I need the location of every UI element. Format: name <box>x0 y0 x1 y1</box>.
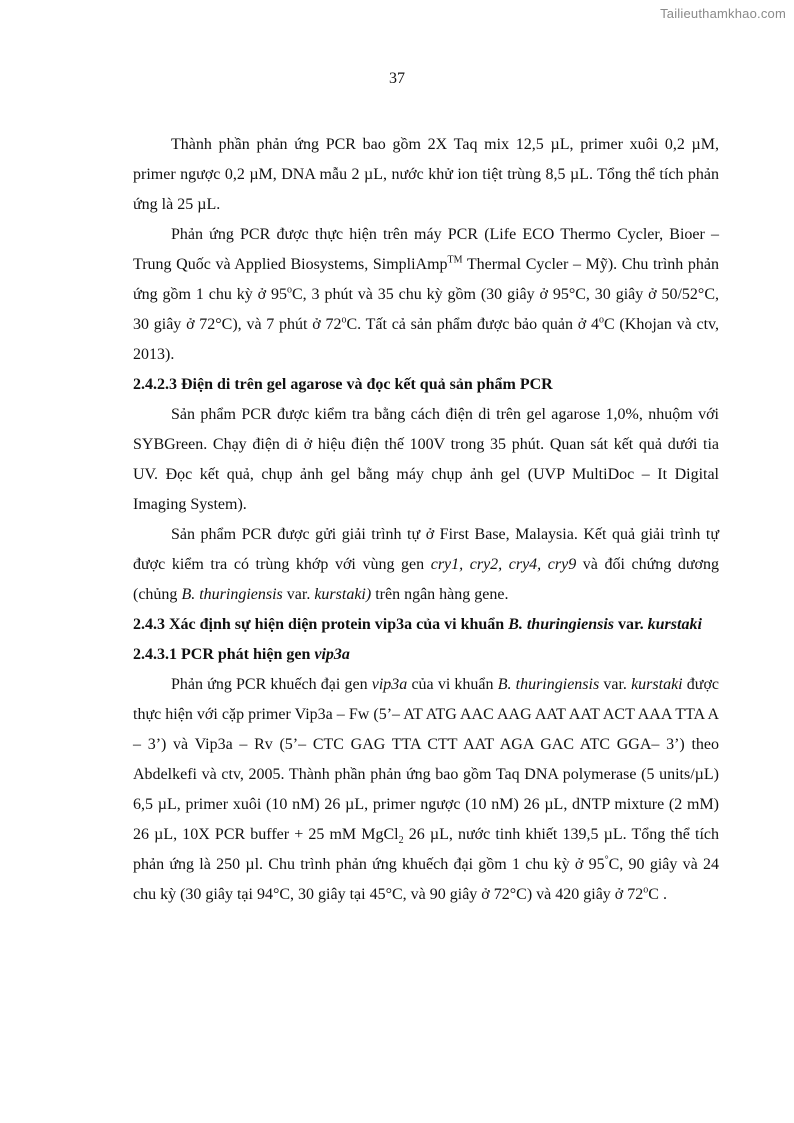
heading-2-4-3-1: 2.4.3.1 PCR phát hiện gen vip3a <box>133 646 350 663</box>
document-body <box>133 130 719 910</box>
paragraph-sequencing: Sản phẩm PCR được gửi giải trình tự ở First Base, Malaysia. Kết quả giải trình tự được kiểm tra có trùng khớp với vùng gen cry1, cry2, cry4, cry9 và đối chứng dương (chủng B. thuringiensis var. kurstaki) trên ngân hàng gene. <box>133 526 719 603</box>
paragraph-pcr-conditions: Phản ứng PCR được thực hiện trên máy PCR (Life ECO Thermo Cycler, Bioer – Trung Quốc và Applied Biosystems, SimpliAmp™ Thermal Cycler – Mỹ). Chu trình phản ứng gồm 1 chu kỳ ở 95$^o$C, 3 phút và 35 chu kỳ gồm (30 giây ở 95°C, 30 giây ở 50/52°C, 30 giây ở 72°C), và 7 phút ở 72$^o$C. Tất cả sản phẩm được bảo quản ở 4$^o$C (Khojan và ctv, 2013). <box>133 226 719 363</box>
heading-2-4-3: 2.4.3 Xác định sự hiện diện protein vip3a của vi khuẩn B. thuringiensis var. kurstaki <box>133 616 702 633</box>
paragraph-vip3a-pcr: Phản ứng PCR khuếch đại gen vip3a của vi khuẩn B. thuringiensis var. kurstaki được thực hiện với cặp primer Vip3a – Fw (5’– AT ATG AAC AAG AAT AAT ACT AAA TTA A – 3’) và Vip3a – Rv (5’– CTC GAG TTA CTT AAT AGA GAC ATC GGA– 3’) theo Abdelkefi và ctv, 2005. Thành phần phản ứng bao gồm Taq DNA polymerase (5 units/µL) 6,5 µL, primer xuôi (10 nM) 26 µL, primer ngược (10 nM) 26 µL, dNTP mixture (2 mM) 26 µL, 10X PCR buffer + 25 mM MgCl$_2$ 26 µL, nước tinh khiết 139,5 µL. Tổng thể tích phản ứng là 250 µl. Chu trình phản ứng khuếch đại gồm 1 chu kỳ ở 95°C, 90 giây và 24 chu kỳ (30 giây tại 94°C, 30 giây tại 45°C, và 90 giây ở 72°C) và 420 giây ở 72$^o$C . <box>133 676 720 903</box>
paragraph-electrophoresis: Sản phẩm PCR được kiểm tra bằng cách điện di trên gel agarose 1,0%, nhuộm với SYBGreen. Chạy điện di ở hiệu điện thế 100V trong 35 phút. Quan sát kết quả dưới tia UV. Đọc kết quả, chụp ảnh gel bằng máy chụp ảnh gel (UVP MultiDoc – It Digital Imaging System). <box>133 406 719 513</box>
paragraph-pcr-components: Thành phần phản ứng PCR bao gồm 2X Taq mix 12,5 µL, primer xuôi 0,2 µM, primer ngược 0,2 µM, DNA mẫu 2 µL, nước khử ion tiệt trùng 8,5 µL. Tổng thể tích phản ứng là 25 µL. <box>133 136 719 213</box>
heading-2-4-2-3: 2.4.2.3 Điện di trên gel agarose và đọc kết quả sản phẩm PCR <box>133 376 553 393</box>
watermark: Tailieuthamkhao.com <box>660 6 786 21</box>
page-number: 37 <box>389 70 405 87</box>
